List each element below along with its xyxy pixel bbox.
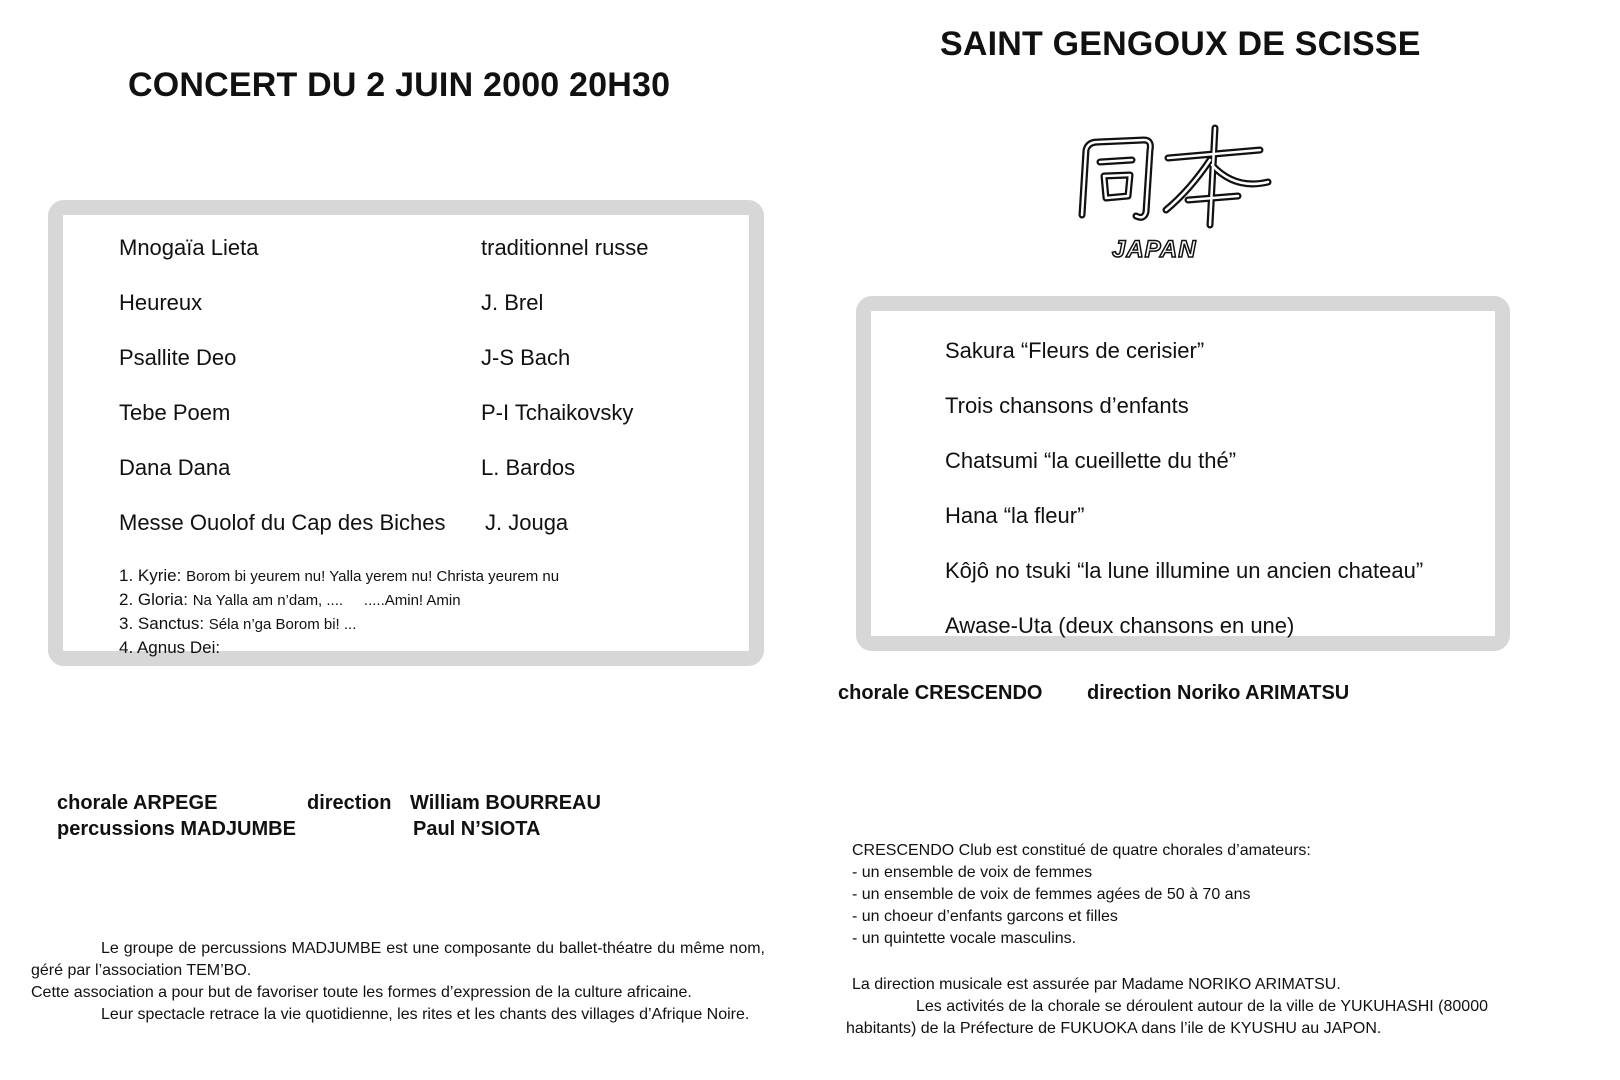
program-composer: traditionnel russe xyxy=(481,235,649,260)
choir-logo xyxy=(1070,120,1280,270)
logo-text: JAPAN xyxy=(1112,236,1197,263)
movement-label: 1. Kyrie: xyxy=(119,566,182,585)
program-piece: Trois chansons d’enfants xyxy=(945,393,1189,418)
movement-label: 4. Agnus Dei: xyxy=(119,638,221,657)
movement-label: 2. Gloria: xyxy=(119,590,188,609)
program-piece: Kôjô no tsuki “la lune illumine un ancien chateau” xyxy=(945,558,1424,583)
choir-name: chorale ARPEGE xyxy=(57,792,218,814)
program-piece: Psallite Deo xyxy=(119,345,237,370)
movement-line xyxy=(119,614,356,634)
program-composer: P-I Tchaikovsky xyxy=(481,400,634,425)
percussion-name: percussions MADJUMBE xyxy=(57,818,296,840)
description-paragraph: Le groupe de percussions MADJUMBE est une composante du ballet-théatre du même nom, géré par l’association TEM’BO. xyxy=(31,940,765,979)
program-piece: Hana “la fleur” xyxy=(945,503,1085,528)
movement-lyrics: Séla n’ga Borom bi! ... xyxy=(208,616,357,633)
description-paragraph: Leur spectacle retrace la vie quotidienne, les rites et les chants des villages d’Afrique Noire. xyxy=(101,1006,750,1023)
program-piece: Dana Dana xyxy=(119,455,231,480)
direction-note: La direction musicale est assurée par Madame NORIKO ARIMATSU. xyxy=(852,976,1341,993)
program-piece: Awase-Uta (deux chansons en une) xyxy=(945,613,1295,638)
description-paragraph: Cette association a pour but de favoriser toute les formes d’expression de la culture africaine. xyxy=(31,984,692,1001)
direction-label: direction xyxy=(307,792,392,814)
movement-label: 3. Sanctus: xyxy=(119,614,205,633)
left-description-clip xyxy=(31,938,765,1070)
director-name: William BOURREAU xyxy=(410,792,601,814)
program-composer: L. Bardos xyxy=(481,455,576,480)
program-piece: Messe Ouolof du Cap des Biches xyxy=(119,510,446,535)
movement-lyrics: Borom bi yeurem nu! Yalla yerem nu! Christa yeurem nu xyxy=(186,568,560,585)
activities-clip xyxy=(846,996,1488,1070)
club-intro: CRESCENDO Club est constitué de quatre chorales d’amateurs: xyxy=(852,842,1311,859)
movement-lyrics: Na Yalla am n’dam, .... .....Amin! Amin xyxy=(192,592,461,609)
program-composer: J. Jouga xyxy=(485,510,569,535)
program-piece: Mnogaïa Lieta xyxy=(119,235,259,260)
program-row xyxy=(119,345,236,371)
club-list-item: - un ensemble de voix de femmes xyxy=(852,864,1093,881)
club-list-item: - un quintette vocale masculins. xyxy=(852,930,1077,947)
percussion-leader: Paul N’SIOTA xyxy=(413,818,541,840)
program-row xyxy=(119,455,230,481)
program-piece: Tebe Poem xyxy=(119,400,231,425)
movement-line xyxy=(119,638,220,658)
concert-title: CONCERT DU 2 JUIN 2000 20H30 xyxy=(128,66,671,104)
program-piece: Chatsumi “la cueillette du thé” xyxy=(945,448,1237,473)
program-composer: J. Brel xyxy=(481,290,544,315)
choir-name: chorale CRESCENDO xyxy=(838,682,1043,704)
kanji-logo-icon xyxy=(1070,120,1280,240)
venue-title: SAINT GENGOUX DE SCISSE xyxy=(940,25,1421,63)
left-description xyxy=(31,938,765,1026)
club-list-item: - un ensemble de voix de femmes agées de 50 à 70 ans xyxy=(852,886,1251,903)
activities-text: Les activités de la chorale se déroulent autour de la ville de YUKUHASHI (80000 habitants) de la Préfecture de FUKUOKA dans l’ile de KYUSHU au JAPON. xyxy=(846,998,1488,1037)
director-name: direction Noriko ARIMATSU xyxy=(1087,682,1350,704)
program-piece: Heureux xyxy=(119,290,203,315)
program-row xyxy=(119,290,202,316)
movement-line xyxy=(119,566,559,586)
program-composer: J-S Bach xyxy=(481,345,571,370)
program-row xyxy=(119,235,258,261)
activities-paragraph xyxy=(846,996,1488,1040)
program-row xyxy=(119,400,230,426)
program-row xyxy=(119,510,446,536)
movement-line xyxy=(119,590,461,610)
club-list-item: - un choeur d’enfants garcons et filles xyxy=(852,908,1118,925)
program-piece: Sakura “Fleurs de cerisier” xyxy=(945,338,1205,363)
